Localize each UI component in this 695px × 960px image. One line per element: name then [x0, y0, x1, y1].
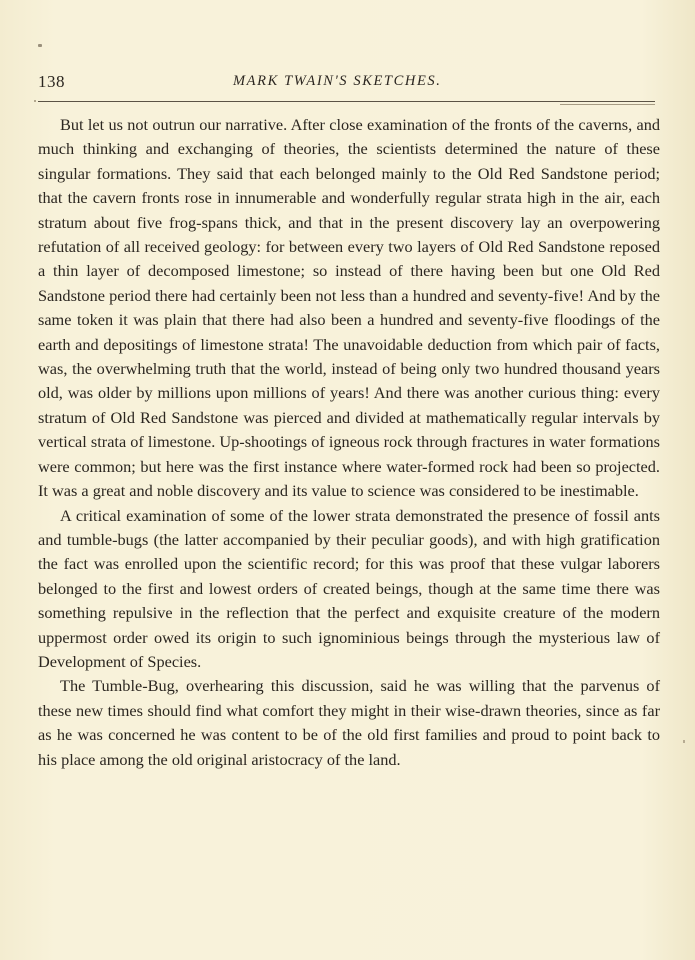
printing-speck [34, 100, 36, 102]
body-text [38, 113, 660, 772]
printing-speck [38, 44, 42, 47]
page-number: 138 [38, 72, 65, 91]
page-header [38, 72, 655, 94]
header-rule-secondary [560, 104, 655, 105]
running-title: MARK TWAIN'S SKETCHES. [233, 73, 442, 89]
paragraph: The Tumble-Bug, overhearing this discussion, said he was willing that the parvenus of these new times should find what comfort they might in their wise-drawn theories, since as far as he was concerned he was content to be of the old first families and proud to point back to his place among the old original aristocracy of the land. [38, 676, 660, 769]
header-rule [38, 101, 655, 102]
paragraph: A critical examination of some of the lower strata demonstrated the presence of fossil ants and tumble-bugs (the latter accompanied by their peculiar goods), and with high gratification the fact was enrolled upon the scientific record; for this was proof that these vulgar laborers belonged to the first and lowest orders of created beings, though at the same time there was something repulsive in the reflection that the perfect and exquisite creature of the modern uppermost order owed its origin to such ignominious beings through the mysterious law of Development of Species. [38, 505, 660, 671]
paragraph: But let us not outrun our narrative. After close examination of the fronts of the caverns, and much thinking and exchanging of theories, the scientists determined the nature of these singular formations. They said that each belonged mainly to the Old Red Sandstone period; that the cavern fronts rose in innumerable and wonderfully regular strata high in the air, each stratum about five frog-spans thick, and that in the present discovery lay an overpowering refutation of all received geology: for between every two layers of Old Red Sandstone reposed a thin layer of decomposed limestone; so instead of there having been but one Old Red Sandstone period there had certainly been not less than a hundred and seventy-five! And by the same token it was plain that there had also been a hundred and seventy-five floodings of the earth and depositings of limestone strata! The unavoidable deduction from which pair of facts, was, the overwhelming truth that the world, instead of being only two hundred thousand years old, was older by millions upon millions of years! And there was another curious thing: every stratum of Old Red Sandstone was pierced and divided at mathematically regular intervals by vertical strata of limestone. Up-shootings of igneous rock through fractures in water formations were common; but here was the first instance where water-formed rock had been so projected. It was a great and noble discovery and its value to science was considered to be inestimable. [38, 115, 660, 501]
printing-speck [683, 740, 685, 743]
